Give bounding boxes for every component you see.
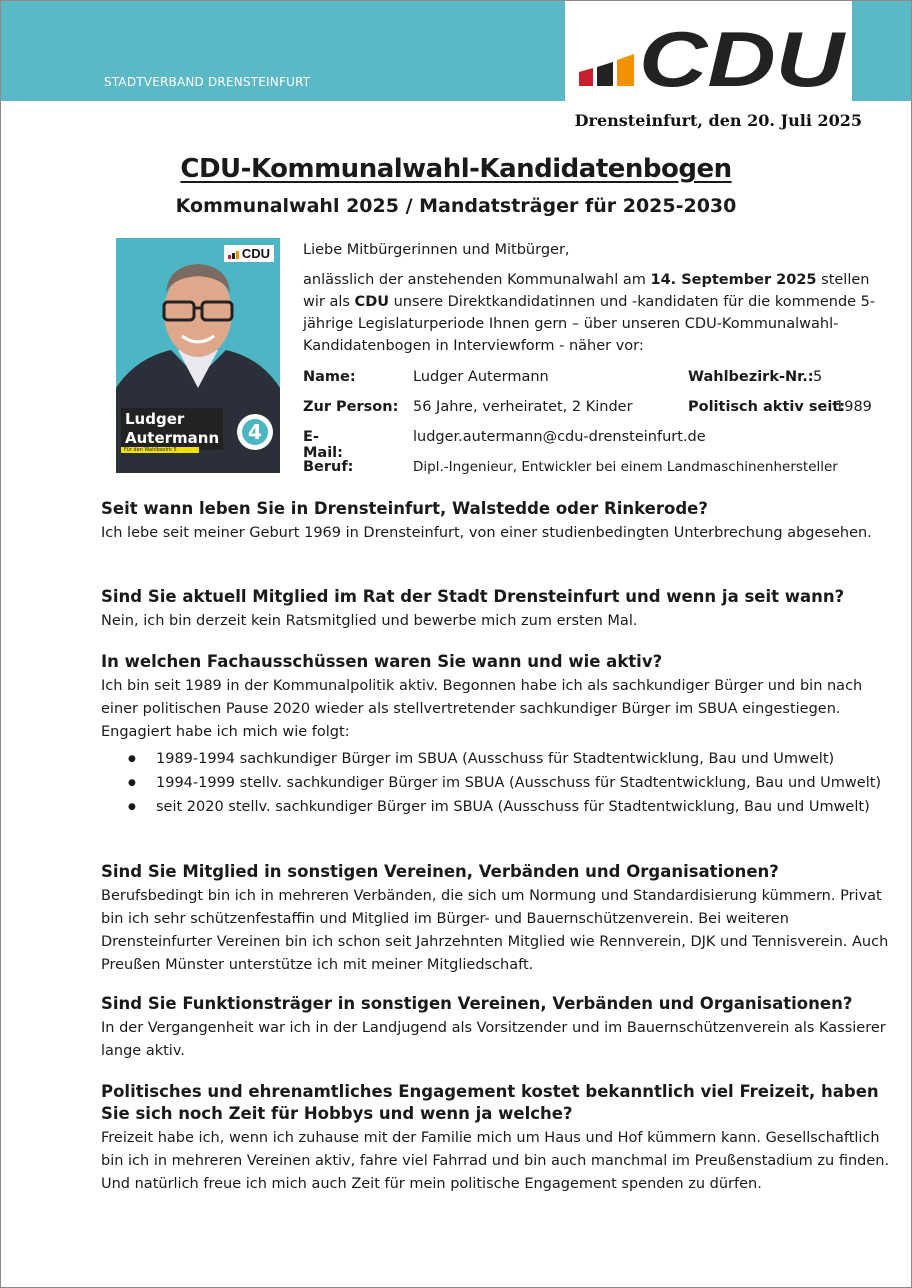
answer: In der Vergangenheit war ich in der Landjugend als Vorsitzender und im Bauernschützenverein als Kassierer lange aktiv. <box>101 1020 886 1059</box>
list-item: ● 1989-1994 sachkundiger Bürger im SBUA (Ausschuss für Stadtentwicklung, Bau und Umwelt) <box>101 748 891 770</box>
header-banner <box>1 1 565 101</box>
page-title: CDU-Kommunalwahl-Kandidatenbogen <box>180 154 732 184</box>
ballot-number-badge: 4 <box>237 414 273 450</box>
qa-section <box>101 651 891 820</box>
svg-text:CDU: CDU <box>639 26 847 92</box>
answer: Berufsbedingt bin ich in mehreren Verbänden, die sich um Normung und Standardisierung kümmern. Privat bin ich sehr schützenfestaffin und Mitglied im Bürger- und Bauernschützenverein. Bei weiteren Drensteinfurter Vereinen bin ich schon seit Jahrzehnten Mitglied wie Rennverein, DJK und Tennisverein. Auch Preußen Münster unterstütze ich mit meiner Mitgliedschaft. <box>101 888 889 973</box>
page-subtitle: Kommunalwahl 2025 / Mandatsträger für 2025-2030 <box>175 195 737 217</box>
email-link[interactable]: ludger.autermann@cdu-drensteinfurt.de <box>413 429 706 445</box>
question: Sind Sie Funktionsträger in sonstigen Vereinen, Verbänden und Organisationen? <box>101 994 853 1013</box>
header-banner-right <box>852 1 911 101</box>
photo-tagline: Für den Wahlbezirk 5 <box>121 447 199 453</box>
answer: Ich bin seit 1989 in der Kommunalpolitik aktiv. Begonnen habe ich als sachkundiger Bürger und bin nach einer politischen Pause 2020 wieder als stellvertretender sachkundiger Bürger im SBUA eingestiegen. Engagiert habe ich mich wie folgt: <box>101 678 863 740</box>
qa-section <box>101 861 891 977</box>
answer: Nein, ich bin derzeit kein Ratsmitglied und bewerbe mich zum ersten Mal. <box>101 613 638 629</box>
committee-list <box>101 748 891 818</box>
list-item: ● seit 2020 stellv. sachkundiger Bürger im SBUA (Ausschuss für Stadtentwicklung, Bau und Umwelt) <box>101 796 891 818</box>
qa-section <box>101 498 891 545</box>
question: Sind Sie Mitglied in sonstigen Vereinen, Verbänden und Organisationen? <box>101 862 779 881</box>
banner-text: STADTVERBAND DRENSTEINFURT <box>104 75 311 89</box>
intro-text <box>303 239 883 357</box>
question: Politisches und ehrenamtliches Engagement kostet bekanntlich viel Freizeit, haben Sie sich noch Zeit für Hobbys und wenn ja welche? <box>101 1082 879 1123</box>
qa-section <box>101 586 891 633</box>
date-line: Drensteinfurt, den 20. Juli 2025 <box>574 111 862 130</box>
question: Seit wann leben Sie in Drensteinfurt, Walstedde oder Rinkerode? <box>101 499 708 518</box>
qa-section <box>101 993 891 1063</box>
question: In welchen Fachausschüssen waren Sie wann und wie aktiv? <box>101 652 663 671</box>
answer: Freizeit habe ich, wenn ich zuhause mit der Familie mich um Haus und Hof kümmern kann. Gesellschaftlich bin ich in mehreren Vereinen aktiv, fahre viel Fahrrad und bin auch manchmal im Preußenstadium zu finden. Und natürlich freue ich mich auch Zeit für mein politische Engagement spenden zu dürfen. <box>101 1130 890 1192</box>
candidate-photo <box>116 238 280 473</box>
question: Sind Sie aktuell Mitglied im Rat der Stadt Drensteinfurt und wenn ja seit wann? <box>101 587 845 606</box>
intro-paragraph: anlässlich der anstehenden Kommunalwahl am 14. September 2025 stellen wir als CDU unsere Direktkandidatinnen und -kandidaten für die kommende 5-jährige Legislaturperiode Ihnen gern – über unseren CDU-Kommunalwahl-Kandidatenbogen in Interviewform - näher vor: <box>303 272 876 354</box>
qa-section <box>101 1081 891 1196</box>
greeting: Liebe Mitbürgerinnen und Mitbürger, <box>303 242 570 258</box>
list-item: ● 1994-1999 stellv. sachkundiger Bürger im SBUA (Ausschuss für Stadtentwicklung, Bau und Umwelt) <box>101 772 891 794</box>
photo-cdu-logo: CDU <box>224 245 274 262</box>
cdu-logo <box>577 26 852 92</box>
photo-name-plate: Ludger Autermann <box>121 408 223 450</box>
answer: Ich lebe seit meiner Geburt 1969 in Drensteinfurt, von einer studienbedingten Unterbrechung abgesehen. <box>101 525 872 541</box>
